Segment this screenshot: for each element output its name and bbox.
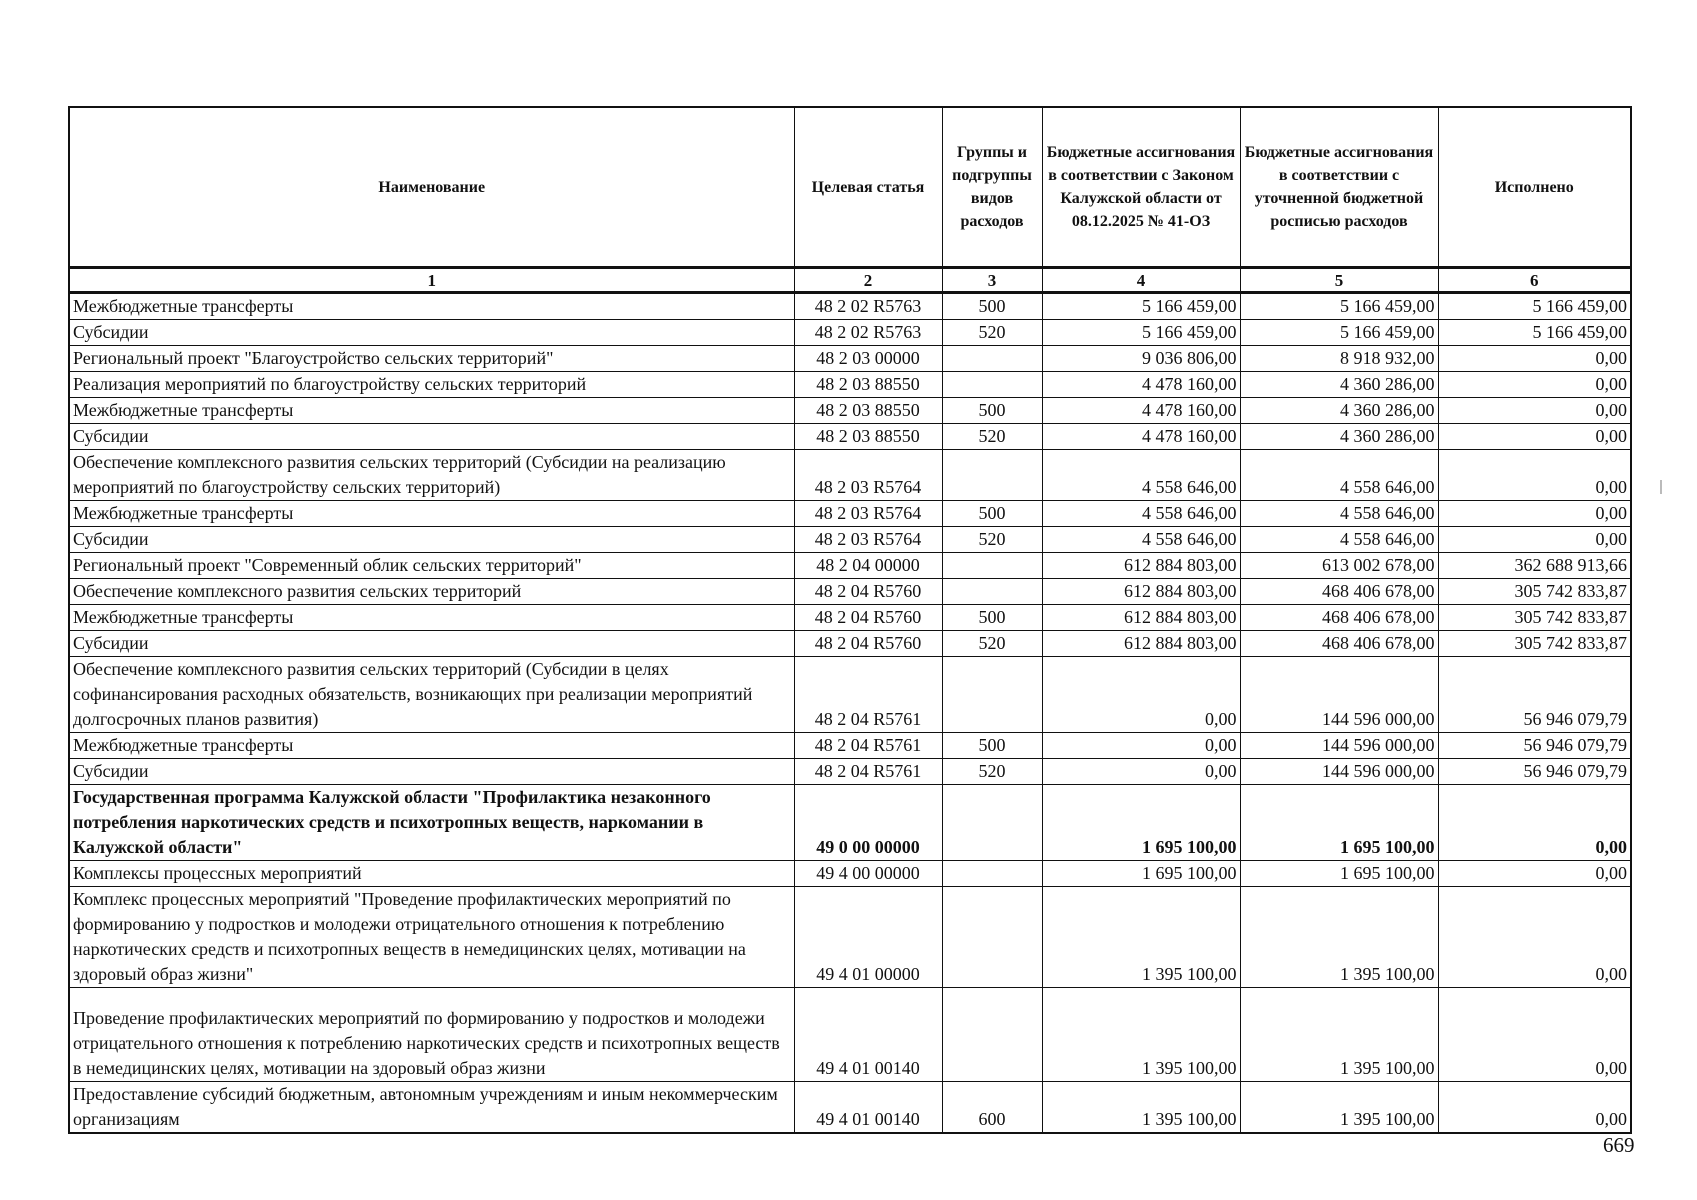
- page-number: 669: [1603, 1133, 1635, 1157]
- cell-refined-amount: 4 360 286,00: [1240, 372, 1438, 398]
- cell-executed-amount: 0,00: [1438, 501, 1631, 527]
- column-number: 6: [1438, 268, 1631, 293]
- cell-name: Региональный проект "Современный облик сельских территорий": [69, 553, 794, 579]
- cell-refined-amount: 1 395 100,00: [1240, 988, 1438, 1082]
- cell-name: Обеспечение комплексного развития сельских территорий (Субсидии на реализацию мероприятий по благоустройству сельских территорий): [69, 450, 794, 501]
- cell-law-amount: 5 166 459,00: [1042, 293, 1240, 320]
- table-row: [69, 372, 1631, 398]
- cell-law-amount: 612 884 803,00: [1042, 579, 1240, 605]
- cell-refined-amount: 4 558 646,00: [1240, 527, 1438, 553]
- cell-refined-amount: 144 596 000,00: [1240, 759, 1438, 785]
- cell-executed-amount: 0,00: [1438, 1082, 1631, 1134]
- cell-law-amount: 1 395 100,00: [1042, 887, 1240, 988]
- cell-executed-amount: 305 742 833,87: [1438, 631, 1631, 657]
- cell-target-article: 48 2 03 88550: [794, 372, 942, 398]
- cell-expense-group: [942, 988, 1042, 1082]
- table-row: [69, 579, 1631, 605]
- cell-executed-amount: 0,00: [1438, 527, 1631, 553]
- cell-target-article: 48 2 04 R5760: [794, 579, 942, 605]
- cell-law-amount: 1 695 100,00: [1042, 785, 1240, 861]
- cell-target-article: 48 2 03 R5764: [794, 501, 942, 527]
- cell-name: Предоставление субсидий бюджетным, автономным учреждениям и иным некоммерческим организациям: [69, 1082, 794, 1134]
- cell-law-amount: 4 478 160,00: [1042, 398, 1240, 424]
- table-row: [69, 398, 1631, 424]
- cell-executed-amount: 305 742 833,87: [1438, 579, 1631, 605]
- cell-executed-amount: 0,00: [1438, 398, 1631, 424]
- cell-name: Государственная программа Калужской области "Профилактика незаконного потребления наркотических средств и психотропных веществ, наркомании в Калужской области": [69, 785, 794, 861]
- cell-expense-group: 520: [942, 424, 1042, 450]
- cell-target-article: 49 4 01 00140: [794, 988, 942, 1082]
- cell-expense-group: [942, 450, 1042, 501]
- cell-target-article: 48 2 04 R5761: [794, 759, 942, 785]
- column-number: 4: [1042, 268, 1240, 293]
- cell-expense-group: 520: [942, 631, 1042, 657]
- cell-expense-group: 520: [942, 759, 1042, 785]
- cell-executed-amount: 0,00: [1438, 424, 1631, 450]
- cell-law-amount: 0,00: [1042, 657, 1240, 733]
- cell-target-article: 48 2 03 R5764: [794, 450, 942, 501]
- cell-refined-amount: 468 406 678,00: [1240, 579, 1438, 605]
- cell-executed-amount: 56 946 079,79: [1438, 759, 1631, 785]
- table-row: [69, 450, 1631, 501]
- cell-target-article: 49 4 01 00140: [794, 1082, 942, 1134]
- cell-executed-amount: 305 742 833,87: [1438, 605, 1631, 631]
- cell-law-amount: 4 558 646,00: [1042, 450, 1240, 501]
- header-row: [69, 107, 1631, 268]
- cell-executed-amount: 0,00: [1438, 887, 1631, 988]
- cell-name: Региональный проект "Благоустройство сельских территорий": [69, 346, 794, 372]
- cell-expense-group: [942, 579, 1042, 605]
- cell-target-article: 48 2 03 R5764: [794, 527, 942, 553]
- table-row: [69, 1082, 1631, 1134]
- cell-name: Обеспечение комплексного развития сельских территорий: [69, 579, 794, 605]
- cell-expense-group: [942, 785, 1042, 861]
- table-row: [69, 605, 1631, 631]
- column-number: 3: [942, 268, 1042, 293]
- cell-name: Субсидии: [69, 320, 794, 346]
- table-row: [69, 759, 1631, 785]
- cell-name: Комплекс процессных мероприятий "Проведение профилактических мероприятий по формированию у подростков и молодежи отрицательного отношения к потреблению наркотических средств и психотропных веществ в немедицинских целях, мотивации на здоровый образ жизни": [69, 887, 794, 988]
- cell-law-amount: 0,00: [1042, 759, 1240, 785]
- table-row: [69, 733, 1631, 759]
- cell-name: Комплексы процессных мероприятий: [69, 861, 794, 887]
- cell-executed-amount: 0,00: [1438, 861, 1631, 887]
- header-law-allocations: Бюджетные ассигнования в соответствии с Законом Калужской области от 08.12.2025 № 41-ОЗ: [1042, 107, 1240, 268]
- header-refined-allocations: Бюджетные ассигнования в соответствии с уточненной бюджетной росписью расходов: [1240, 107, 1438, 268]
- column-number: 2: [794, 268, 942, 293]
- table-row: [69, 887, 1631, 988]
- table-row: [69, 988, 1631, 1082]
- cell-executed-amount: 0,00: [1438, 346, 1631, 372]
- cell-expense-group: 500: [942, 733, 1042, 759]
- cell-refined-amount: 1 695 100,00: [1240, 785, 1438, 861]
- cell-name: Субсидии: [69, 424, 794, 450]
- cell-expense-group: [942, 861, 1042, 887]
- cell-refined-amount: 5 166 459,00: [1240, 320, 1438, 346]
- cell-refined-amount: 4 558 646,00: [1240, 450, 1438, 501]
- cell-expense-group: [942, 657, 1042, 733]
- cell-name: Межбюджетные трансферты: [69, 398, 794, 424]
- cell-refined-amount: 144 596 000,00: [1240, 733, 1438, 759]
- cell-name: Межбюджетные трансферты: [69, 733, 794, 759]
- budget-table: [68, 106, 1632, 1134]
- cell-executed-amount: 56 946 079,79: [1438, 733, 1631, 759]
- cell-target-article: 49 0 00 00000: [794, 785, 942, 861]
- cell-refined-amount: 1 695 100,00: [1240, 861, 1438, 887]
- cell-refined-amount: 1 395 100,00: [1240, 887, 1438, 988]
- table-row: [69, 320, 1631, 346]
- table-row: [69, 861, 1631, 887]
- cell-refined-amount: 613 002 678,00: [1240, 553, 1438, 579]
- cell-target-article: 49 4 01 00000: [794, 887, 942, 988]
- cell-name: Реализация мероприятий по благоустройству сельских территорий: [69, 372, 794, 398]
- header-target-article: Целевая статья: [794, 107, 942, 268]
- cell-name: Субсидии: [69, 759, 794, 785]
- column-number: 5: [1240, 268, 1438, 293]
- cell-target-article: 48 2 03 88550: [794, 424, 942, 450]
- scan-artifact: [1660, 480, 1662, 494]
- cell-refined-amount: 5 166 459,00: [1240, 293, 1438, 320]
- cell-law-amount: 4 478 160,00: [1042, 372, 1240, 398]
- cell-target-article: 48 2 04 R5760: [794, 631, 942, 657]
- cell-name: Межбюджетные трансферты: [69, 501, 794, 527]
- cell-target-article: 48 2 04 R5761: [794, 733, 942, 759]
- cell-target-article: 48 2 03 00000: [794, 346, 942, 372]
- cell-refined-amount: 468 406 678,00: [1240, 605, 1438, 631]
- cell-refined-amount: 8 918 932,00: [1240, 346, 1438, 372]
- cell-refined-amount: 1 395 100,00: [1240, 1082, 1438, 1134]
- cell-law-amount: 4 558 646,00: [1042, 527, 1240, 553]
- cell-law-amount: 1 395 100,00: [1042, 988, 1240, 1082]
- cell-refined-amount: 4 558 646,00: [1240, 501, 1438, 527]
- cell-name: Межбюджетные трансферты: [69, 293, 794, 320]
- cell-expense-group: 520: [942, 320, 1042, 346]
- cell-name: Субсидии: [69, 631, 794, 657]
- cell-name: Обеспечение комплексного развития сельских территорий (Субсидии в целях софинансирования расходных обязательств, возникающих при реализации мероприятий долгосрочных планов развития): [69, 657, 794, 733]
- cell-law-amount: 1 395 100,00: [1042, 1082, 1240, 1134]
- cell-law-amount: 4 558 646,00: [1042, 501, 1240, 527]
- cell-executed-amount: 362 688 913,66: [1438, 553, 1631, 579]
- cell-executed-amount: 0,00: [1438, 372, 1631, 398]
- cell-target-article: 49 4 00 00000: [794, 861, 942, 887]
- cell-law-amount: 0,00: [1042, 733, 1240, 759]
- table-row: [69, 785, 1631, 861]
- header-expense-groups: Группы и подгруппы видов расходов: [942, 107, 1042, 268]
- column-number-row: [69, 268, 1631, 293]
- cell-expense-group: 600: [942, 1082, 1042, 1134]
- table-row: [69, 501, 1631, 527]
- header-executed: Исполнено: [1438, 107, 1631, 268]
- table-row: [69, 657, 1631, 733]
- cell-executed-amount: 0,00: [1438, 785, 1631, 861]
- cell-expense-group: 500: [942, 293, 1042, 320]
- cell-target-article: 48 2 04 R5760: [794, 605, 942, 631]
- cell-law-amount: 612 884 803,00: [1042, 553, 1240, 579]
- column-number: 1: [69, 268, 794, 293]
- cell-refined-amount: 4 360 286,00: [1240, 398, 1438, 424]
- cell-target-article: 48 2 04 R5761: [794, 657, 942, 733]
- cell-expense-group: [942, 887, 1042, 988]
- cell-refined-amount: 468 406 678,00: [1240, 631, 1438, 657]
- cell-expense-group: 500: [942, 501, 1042, 527]
- cell-executed-amount: 5 166 459,00: [1438, 293, 1631, 320]
- cell-refined-amount: 144 596 000,00: [1240, 657, 1438, 733]
- cell-target-article: 48 2 03 88550: [794, 398, 942, 424]
- cell-target-article: 48 2 02 R5763: [794, 320, 942, 346]
- cell-executed-amount: 0,00: [1438, 450, 1631, 501]
- table-row: [69, 424, 1631, 450]
- cell-name: Межбюджетные трансферты: [69, 605, 794, 631]
- table-row: [69, 346, 1631, 372]
- cell-target-article: 48 2 04 00000: [794, 553, 942, 579]
- cell-law-amount: 4 478 160,00: [1042, 424, 1240, 450]
- cell-law-amount: 9 036 806,00: [1042, 346, 1240, 372]
- table-row: [69, 527, 1631, 553]
- cell-expense-group: 500: [942, 398, 1042, 424]
- cell-law-amount: 1 695 100,00: [1042, 861, 1240, 887]
- cell-law-amount: 612 884 803,00: [1042, 631, 1240, 657]
- header-name: Наименование: [69, 107, 794, 268]
- table-row: [69, 293, 1631, 320]
- cell-executed-amount: 0,00: [1438, 988, 1631, 1082]
- cell-expense-group: [942, 372, 1042, 398]
- cell-expense-group: [942, 553, 1042, 579]
- cell-expense-group: [942, 346, 1042, 372]
- cell-refined-amount: 4 360 286,00: [1240, 424, 1438, 450]
- cell-target-article: 48 2 02 R5763: [794, 293, 942, 320]
- cell-name: Субсидии: [69, 527, 794, 553]
- cell-law-amount: 612 884 803,00: [1042, 605, 1240, 631]
- table-row: [69, 631, 1631, 657]
- cell-law-amount: 5 166 459,00: [1042, 320, 1240, 346]
- cell-executed-amount: 56 946 079,79: [1438, 657, 1631, 733]
- cell-name: Проведение профилактических мероприятий по формированию у подростков и молодежи отрицательного отношения к потреблению наркотических средств и психотропных веществ в немедицинских целях, мотивации на здоровый образ жизни: [69, 988, 794, 1082]
- cell-executed-amount: 5 166 459,00: [1438, 320, 1631, 346]
- cell-expense-group: 500: [942, 605, 1042, 631]
- cell-expense-group: 520: [942, 527, 1042, 553]
- table-row: [69, 553, 1631, 579]
- table-body: [69, 293, 1631, 1134]
